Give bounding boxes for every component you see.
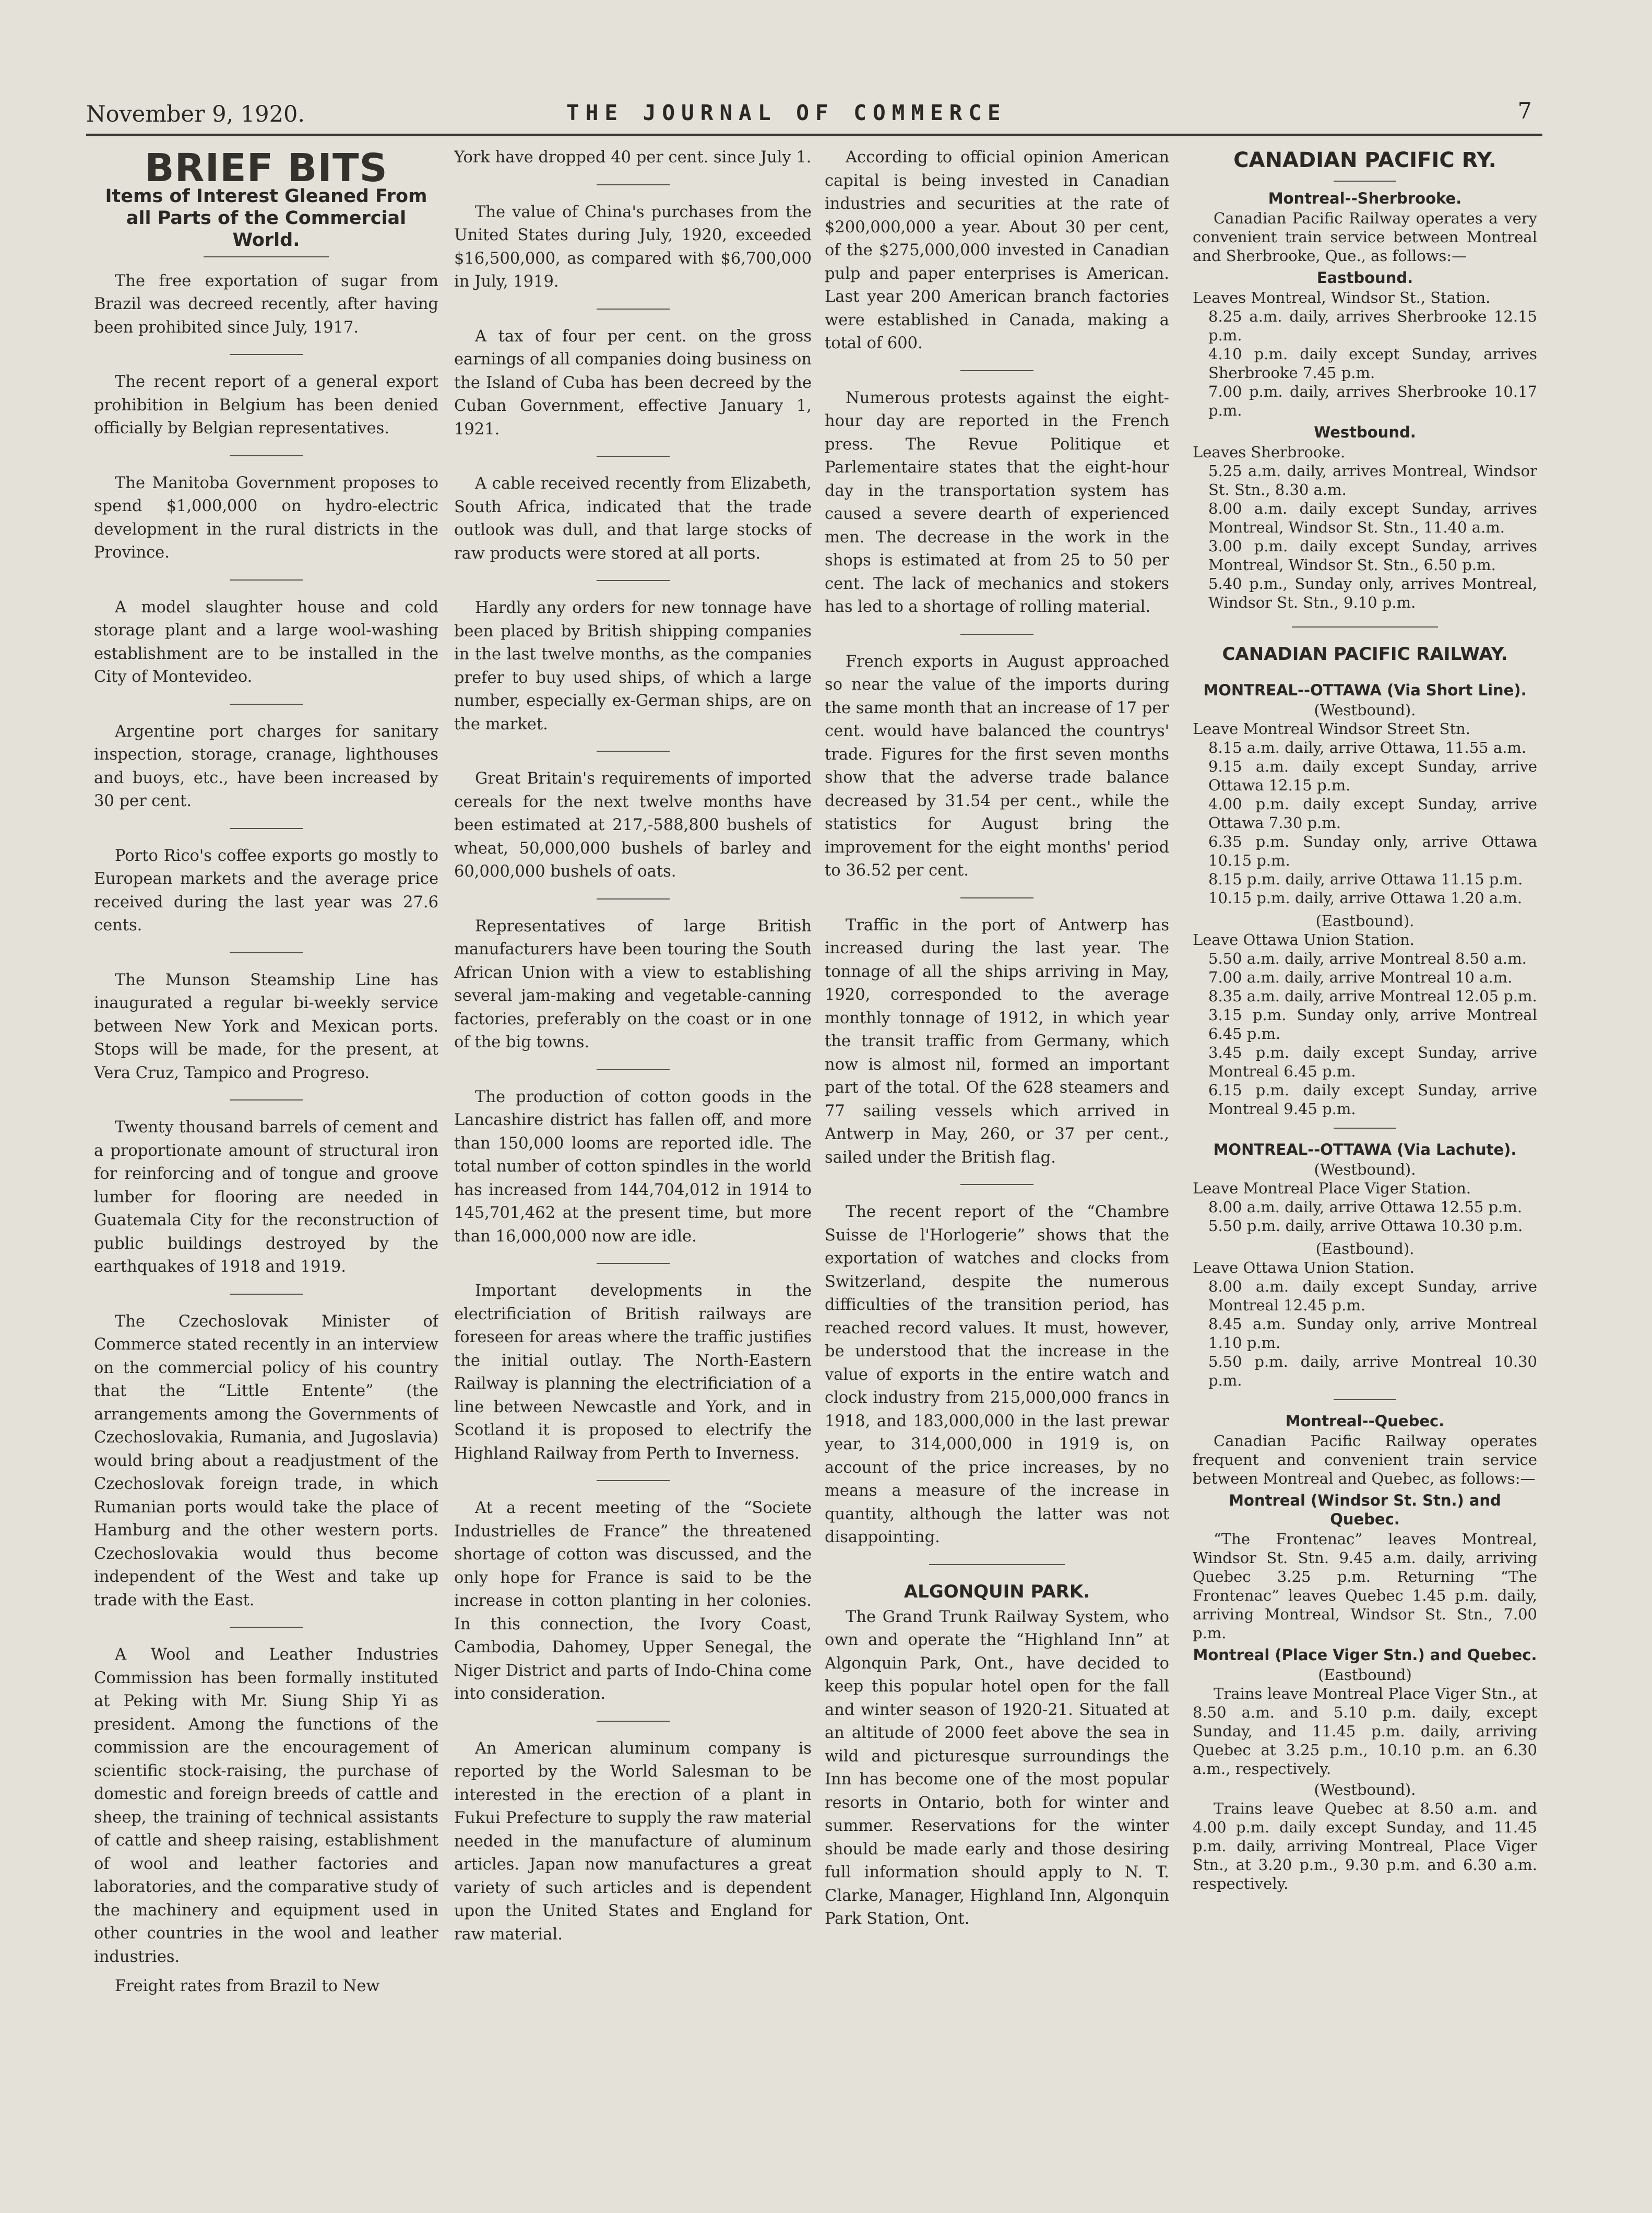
timetable-line: 8.00 a.m. daily except Sunday, arrive Montreal 12.45 p.m. — [1208, 1277, 1537, 1314]
eastbound-label: (Eastbound) — [1318, 1666, 1412, 1684]
masthead-rule — [86, 134, 1542, 136]
timetable-line: 8.15 a.m. daily, arrive Ottawa, 11.55 a.m. — [1208, 739, 1527, 756]
column-railway-timetables — [1193, 146, 1537, 2130]
timetable-ottawa-short-east — [1193, 930, 1537, 1118]
divider — [597, 1721, 670, 1722]
timetable-intro: Canadian Pacific Railway operates a very convenient train service between Montreal and Sherbrooke, Que., as follows:— — [1193, 209, 1537, 265]
brief-bits-title: BRIEF BITS — [145, 146, 388, 191]
divider — [204, 256, 329, 257]
article-paragraph: Representatives of large British manufacturers have been touring the South African Union with a view to establishing several jam-making and vegetable-canning factories, preferably on the coast or in one of the big towns. — [454, 917, 812, 1051]
timetable-line: 6.15 p.m. daily except Sunday, arrive Montreal 9.45 p.m. — [1208, 1081, 1537, 1118]
westbound-heading: Westbound. — [1314, 423, 1416, 441]
divider — [960, 634, 1033, 635]
divider — [597, 898, 670, 900]
article-paragraph: A cable received recently from Elizabeth, South Africa, indicated that the trade outlook was dull, and that large stocks of raw products were stored at all ports. — [454, 475, 812, 563]
article-paragraph: The Czechoslovak Minister of Commerce stated recently in an interview on the commercial policy of his country that the “Little Entente” (the arrangements among the Governments of Czechoslovakia, Rumania, and Jugoslavia) would bring about a readjustment of the Czechoslovak foreign trade, in which Rumanian ports would take the place of Hamburg and the other western ports. Czechoslovakia would thus become independent of the West and take up trade with the East. — [94, 1312, 438, 1610]
article-paragraph: A model slaughter house and cold storage plant and a large wool-washing establishment are to be installed in the City of Montevideo. — [94, 598, 438, 686]
article-paragraph: A tax of four per cent. on the gross earnings of all companies doing business on the Island of Cuba has been decreed by the Cuban Government, effective January 1, 1921. — [454, 327, 812, 439]
cpr-railway-heading: CANADIAN PACIFIC RAILWAY. — [1222, 644, 1508, 665]
article-paragraph: The recent report of the “Chambre Suisse de l'Horlogerie” shows that the exportation of watches and clocks from Switzerland, despite the numerous difficulties of the transition period, has reached record values. It must, however, be understood that the increase in the value of exports in the entire watch and clock industry from 215,000,000 francs in 1918, and 183,000,000 in the last prewar year, to 314,000,000 in 1919 is, on account of the price increases, by no means a measure of the increase in quantity, although the latter was not disappointing. — [825, 1203, 1169, 1546]
timetable-text: Trains leave Montreal Place Viger Stn., at 8.50 a.m. and 5.10 p.m. daily, except Sunday, and 11.45 p.m. daily, arriving Quebec at 3.25 p.m., 10.10 p.m. an 6.30 a.m., respectively. — [1193, 1685, 1537, 1778]
timetable-line: 8.45 a.m. Sunday only, arrive Montreal 1.10 p.m. — [1208, 1315, 1537, 1352]
divider — [597, 1480, 670, 1481]
timetable-line: Leave Montreal Place Viger Station. — [1193, 1179, 1471, 1197]
westbound-label: (Westbound). — [1314, 1161, 1416, 1178]
timetable-line: 4.00 p.m. daily except Sunday, arrive Ottawa 7.30 p.m. — [1208, 795, 1537, 832]
article-paragraph: The Manitoba Government proposes to spend $1,000,000 on hydro-electric development in the rural districts in the Province. — [94, 474, 438, 562]
article-paragraph: Important developments in the electrificiation of British railways are foreseen for areas where the traffic justifies the initial outlay. The North-Eastern Railway is planning the electrificiation of a line between Newcastle and York, and in Scotland it is proposed to electrify the Highland Railway from Perth to Inverness. — [454, 1282, 812, 1463]
timetable-line: Leaves Sherbrooke. — [1193, 443, 1346, 461]
article-paragraph: The value of China's purchases from the United States during July, 1920, exceeded $16,500,000, as compared with $6,700,000 in July, 1919. — [454, 203, 812, 291]
timetable-eastbound — [1193, 288, 1537, 420]
article-paragraph: Hardly any orders for new tonnage have been placed by British shipping companies in the last twelve months, as the companies prefer to buy used ships, of which a large number, especially ex-German ships, are on the market. — [454, 599, 812, 733]
eastbound-heading: Eastbound. — [1316, 269, 1413, 287]
timetable-line: 3.15 p.m. Sunday only, arrive Montreal 6.45 p.m. — [1208, 1006, 1537, 1043]
timetable-line: 8.00 a.m. daily, arrive Ottawa 12.55 p.m. — [1208, 1198, 1523, 1216]
article-paragraph: York have dropped 40 per cent. since July 1. — [454, 148, 812, 167]
article-paragraph: According to official opinion American capital is being invested in Canadian industries and securities at the rate of $200,000,000 a year. About 30 per cent, of the $275,000,000 invested in Canadian pulp and paper enterprises is American. Last year 200 American branch factories were established in Canada, making a total of 600. — [825, 148, 1169, 352]
timetable-line: 9.15 a.m. daily except Sunday, arrive Ottawa 12.15 p.m. — [1208, 758, 1537, 794]
article-paragraph: The free exportation of sugar from Brazil was decreed recently, after having been prohibited since July, 1917. — [94, 271, 438, 337]
timetable-line: Leave Ottawa Union Station. — [1193, 1259, 1415, 1276]
timetable-line: 4.10 p.m. daily except Sunday, arrives Sherbrooke 7.45 p.m. — [1208, 345, 1537, 382]
divider — [1334, 181, 1396, 182]
divider — [230, 952, 303, 953]
article-paragraph: At a recent meeting of the “Societe Industrielles de France” the threatened shortage of cotton was discussed, and the only hope for France is said to be the increase in cotton planting in her colonies. In this connection, the Ivory Coast, Cambodia, Dahomey, Upper Senegal, the Niger District and parts of Indo-China come into consideration. — [454, 1499, 812, 1703]
quebec-heading: Montreal--Quebec. — [1285, 1412, 1445, 1430]
article-paragraph: Traffic in the port of Antwerp has increased during the last year. The tonnage of all the ships arriving in May, 1920, corresponded to the average monthly tonnage of 1912, in which year the transit traffic from Germany, which now is almost nil, formed an important part of the total. Of the 628 steamers and 77 sailing vessels which arrived in Antwerp in May, 260, or 37 per cent., sailed under the British flag. — [825, 916, 1169, 1167]
divider — [960, 370, 1033, 371]
timetable-text: Trains leave Quebec at 8.50 a.m. and 4.00 p.m. daily except Sunday, and 11.45 p.m. daily, arriving Montreal, Place Viger Stn., at 3.20 p.m., 9.30 p.m. and 6.30 a.m. respectively. — [1193, 1800, 1537, 1892]
article-paragraph: Porto Rico's coffee exports go mostly to European markets and the average price received during the last year was 27.6 cents. — [94, 846, 438, 934]
article-paragraph: Twenty thousand barrels of cement and a proportionate amount of structural iron for reinforcing and of tongue and groove lumber for flooring are needed in Guatemala City for the reconstruction of public buildings destroyed by the earthquakes of 1918 and 1919. — [94, 1118, 438, 1276]
timetable-westbound — [1193, 443, 1537, 612]
article-paragraph: Great Britain's requirements of imported cereals for the next twelve months have been estimated at 217,-588,800 bushels of wheat, 50,000,000 bushels of barley and 60,000,000 bushels of oats. — [454, 770, 812, 881]
eastbound-label: (Eastbound). — [1315, 912, 1415, 930]
divider — [597, 309, 670, 310]
ottawa-short-line-heading: MONTREAL--OTTAWA (Via Short Line). — [1203, 681, 1527, 699]
article-paragraph: Freight rates from Brazil to New — [115, 1977, 380, 1995]
article-paragraph: Numerous protests against the eight-hour day are reported in the French press. The Revue Politique et Parlementaire states that the eight-hour day in the transportation system has caused a severe dearth of experienced men. The decrease in the work in the shops is estimated at from 25 to 50 per cent. The lack of mechanics and stokers has led to a shortage of rolling material. — [825, 388, 1169, 616]
westbound-label: (Westbound). — [1314, 701, 1416, 719]
issue-date: November 9, 1920. — [86, 101, 305, 127]
article-paragraph: The production of cotton goods in the Lancashire district has fallen off, and more than 150,000 looms are reported idle. The total number of cotton spindles in the world has increased from 144,704,012 in 1914 to 145,701,462 at the present time, but more than 16,000,000 now are idle. — [454, 1087, 812, 1246]
divider — [230, 1099, 303, 1100]
divider — [1334, 1128, 1396, 1129]
divider — [929, 1564, 1065, 1565]
page-number: 7 — [1517, 98, 1532, 124]
masthead — [86, 93, 1542, 135]
quebec-windsor-heading: Montreal (Windsor St. Stn.) and Quebec. — [1229, 1492, 1501, 1528]
ottawa-lachute-heading: MONTREAL--OTTAWA (Via Lachute). — [1213, 1141, 1517, 1158]
brief-bits-subtitle: Items of Interest Gleaned From all Parts of the Commercial World. — [105, 185, 427, 251]
timetable-line: 8.35 a.m. daily, arrive Montreal 12.05 p.m. — [1208, 987, 1537, 1005]
timetable-ottawa-lachute-west — [1193, 1179, 1537, 1235]
quebec-viger-heading: Montreal (Place Viger Stn.) and Quebec. — [1193, 1646, 1537, 1664]
divider — [230, 1627, 303, 1628]
divider — [230, 455, 303, 456]
eastbound-label: (Eastbound). — [1315, 1240, 1415, 1258]
article-paragraph: The Munson Steamship Line has inaugurated a regular bi-weekly service between New York and Mexican ports. Stops will be made, for the present, at Vera Cruz, Tampico and Progreso. — [94, 971, 438, 1082]
article-paragraph: The recent report of a general export prohibition in Belgium has been denied officially by Belgian representatives. — [94, 373, 438, 437]
divider — [597, 184, 670, 185]
timetable-line: Leave Ottawa Union Station. — [1193, 931, 1415, 949]
timetable-ottawa-lachute-east — [1193, 1258, 1537, 1390]
timetable-line: 5.50 p.m. daily, arrive Montreal 10.30 p.m. — [1208, 1353, 1537, 1389]
column-3 — [825, 146, 1169, 2130]
timetable-ottawa-short-west — [1193, 719, 1537, 907]
divider — [230, 579, 303, 581]
timetable-line: 8.15 p.m. daily, arrive Ottawa 11.15 p.m. — [1208, 870, 1523, 888]
timetable-line: Leaves Montreal, Windsor St., Station. — [1193, 289, 1491, 306]
timetable-line: 8.25 a.m. daily, arrives Sherbrooke 12.15 p.m. — [1208, 307, 1537, 344]
divider — [230, 704, 303, 705]
article-paragraph: A Wool and Leather Industries Commission has been formally instituted at Peking with Mr. Siung Ship Yi as president. Among the functions of the commission are the encouragement of scientific stock-raising, the purchase of domestic and foreign breeds of cattle and sheep, the training of technical assistants of cattle and sheep raising, establishment of wool and leather factories and laboratories, and the comparative study of the machinery and equipment used in other countries in the wool and leather industries. — [94, 1646, 438, 1966]
divider — [230, 1294, 303, 1295]
timetable-text: “The Frontenac” leaves Montreal, Windsor St. Stn. 9.45 a.m. daily, arriving Quebec 3.25 p.m. Returning “The Frontenac” leaves Quebec 1.45 p.m. daily, arriving Montreal, Windsor St. Stn., 7.00 p.m. — [1193, 1530, 1537, 1642]
algonquin-park-heading: ALGONQUIN PARK. — [904, 1581, 1090, 1602]
cpr-heading: CANADIAN PACIFIC RY. — [1233, 148, 1496, 172]
timetable-line: 6.35 p.m. Sunday only, arrive Ottawa 10.15 p.m. — [1208, 833, 1537, 869]
divider — [960, 1184, 1033, 1185]
timetable-line: 10.15 p.m. daily, arrive Ottawa 1.20 a.m. — [1208, 889, 1523, 907]
timetable-line: 5.25 a.m. daily, arrives Montreal, Windsor St. Stn., 8.30 a.m. — [1208, 462, 1537, 499]
divider — [230, 354, 303, 355]
divider — [597, 580, 670, 581]
timetable-line: 5.50 p.m. daily, arrive Ottawa 10.30 p.m. — [1208, 1217, 1523, 1235]
journal-title: THE JOURNAL OF COMMERCE — [566, 100, 1007, 125]
timetable-line: Leave Montreal Windsor Street Stn. — [1193, 720, 1470, 738]
divider — [597, 1263, 670, 1264]
timetable-line: 3.45 p.m. daily except Sunday, arrive Montreal 6.45 p.m. — [1208, 1044, 1537, 1080]
column-2 — [454, 146, 812, 2130]
divider — [597, 456, 670, 457]
timetable-line: 5.50 a.m. daily, arrive Montreal 8.50 a.m. — [1208, 950, 1527, 967]
timetable-line: 5.40 p.m., Sunday only, arrives Montreal, Windsor St. Stn., 9.10 p.m. — [1208, 575, 1537, 611]
article-paragraph: An American aluminum company is reported by the World Salesman to be interested in the erection of a plant in Fukui Prefecture to supply the raw material needed in the manufacture of aluminum articles. Japan now manufactures a great variety of such articles and is dependent upon the United States and England for raw material. — [454, 1739, 812, 1944]
timetable-line: 7.00 p.m. daily, arrives Sherbrooke 10.17 p.m. — [1208, 383, 1537, 419]
article-paragraph: Argentine port charges for sanitary inspection, storage, cranage, lighthouses and buoys, etc., have been increased by 30 per cent. — [94, 722, 438, 810]
divider — [597, 751, 670, 752]
article-paragraph: French exports in August approached so near the value of the imports during the same month that an increase of 17 per cent. would have balanced the countrys' trade. Figures for the first seven months show that the adverse trade balance decreased by 31.54 per cent., while the statistics for August bring the improvement for the eight months' period to 36.52 per cent. — [825, 652, 1169, 880]
sherbrooke-heading: Montreal--Sherbrooke. — [1268, 190, 1462, 207]
timetable-line: 3.00 p.m. daily except Sunday, arrives Montreal, Windsor St. Stn., 6.50 p.m. — [1208, 537, 1537, 574]
timetable-intro: Canadian Pacific Railway operates frequent and convenient train service between Montreal and Quebec, as follows:— — [1193, 1432, 1537, 1487]
article-paragraph: The Grand Trunk Railway System, who own and operate the “Highland Inn” at Algonquin Park, Ont., have decided to keep this popular hotel open for the fall and winter season of 1920-21. Situated at an altitude of 2000 feet above the sea in wild and picturesque surroundings the Inn has become one of the most popular resorts in Ontario, both for winter and summer. Reservations for the winter should be made early and those desiring full information should apply to N. T. Clarke, Manager, Highland Inn, Algonquin Park Station, Ont. — [825, 1607, 1169, 1928]
timetable-line: 7.00 a.m. daily, arrive Montreal 10 a.m. — [1208, 968, 1513, 986]
divider — [1334, 1399, 1396, 1400]
westbound-label: (Westbound). — [1314, 1781, 1416, 1798]
divider — [597, 1069, 670, 1070]
divider — [960, 897, 1033, 898]
column-brief-bits — [94, 146, 438, 2130]
divider — [230, 828, 303, 829]
timetable-line: 8.00 a.m. daily except Sunday, arrives Montreal, Windsor St. Stn., 11.40 a.m. — [1208, 500, 1537, 536]
divider — [1292, 626, 1438, 628]
